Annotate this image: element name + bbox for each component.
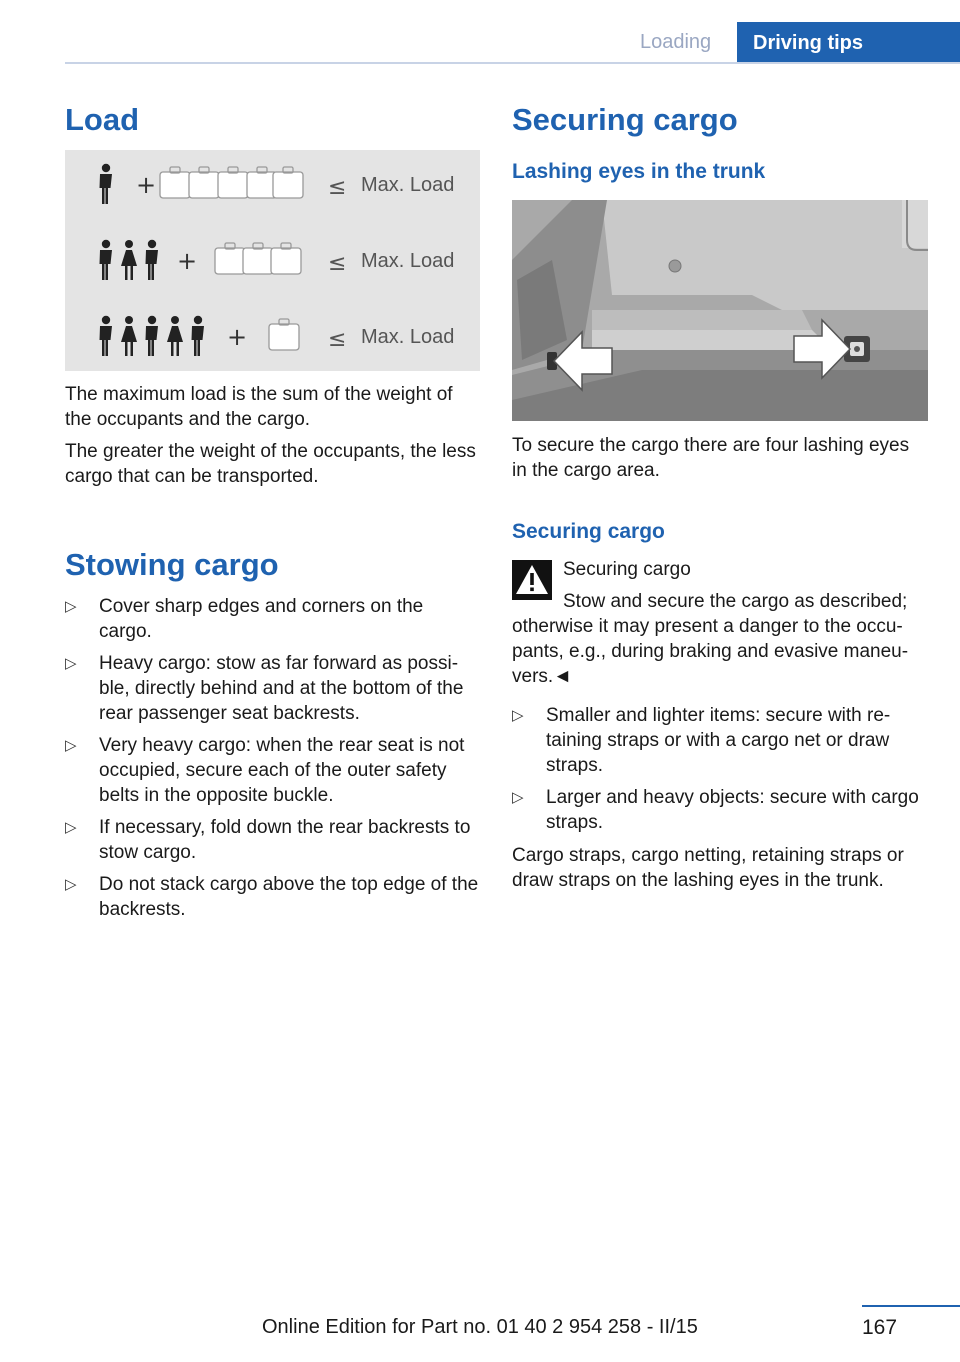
list-item: ▷ Larger and heavy objects: secure with cargo straps. (512, 787, 919, 833)
svg-text:+: + (177, 247, 198, 275)
securing-list (512, 703, 928, 842)
load-heading: Load (65, 102, 140, 137)
list-item: ▷ Very heavy cargo: when the rear seat is not occupied, secure each of the outer safety belts in the opposite buckle. (65, 735, 465, 806)
triangle-right-icon: ▷ (65, 737, 77, 754)
header-section-label: Loading (640, 31, 712, 53)
list-item: ▷ Heavy cargo: stow as far forward as possi‐ble, directly behind and at the bottom of the rear passenger seat backrests. (65, 653, 464, 724)
max-load-label: Max. Load (361, 250, 455, 272)
load-paragraph-1: The maximum load is the sum of the weight of the occupants and the cargo. (65, 384, 453, 430)
list-item: ▷ Smaller and lighter items: secure with re‐taining straps or with a cargo net or draw straps. (512, 705, 891, 776)
triangle-right-icon: ▷ (512, 789, 524, 806)
person-icon (100, 240, 159, 280)
triangle-right-icon: ▷ (65, 655, 77, 672)
load-row-1 (100, 164, 455, 204)
lashing-paragraph: To secure the cargo there are four lashing eyes in the cargo area. (512, 435, 910, 481)
svg-text:+: + (227, 323, 248, 351)
max-load-figure (65, 150, 480, 371)
luggage-icon (160, 167, 303, 198)
svg-text:≤: ≤ (328, 327, 347, 352)
lashing-subheading: Lashing eyes in the trunk (512, 160, 766, 183)
person-icon (100, 164, 113, 204)
page-number: 167 (862, 1316, 898, 1339)
stowing-heading: Stowing cargo (65, 547, 279, 582)
triangle-right-icon: ▷ (512, 707, 524, 724)
list-item: ▷ Do not stack cargo above the top edge of the backrests. (65, 874, 479, 920)
securing-heading: Securing cargo (512, 102, 738, 137)
footer-rule (862, 1305, 960, 1307)
max-load-label: Max. Load (361, 326, 455, 348)
svg-text:+: + (136, 171, 157, 199)
trunk-lashing-eyes-photo (512, 200, 928, 421)
load-paragraph-2: The greater the weight of the occupants, the less cargo that can be transported. (65, 441, 476, 487)
load-row-3 (100, 316, 455, 356)
stowing-list (65, 594, 480, 929)
securing-cargo-subheading: Securing cargo (512, 520, 665, 543)
svg-text:≤: ≤ (328, 251, 347, 276)
footer-edition-text: Online Edition for Part no. 01 40 2 954 258 - II/15 (262, 1316, 698, 1338)
list-item: ▷ If necessary, fold down the rear backrests to stow cargo. (65, 817, 471, 863)
luggage-icon (269, 319, 299, 350)
closing-paragraph: Cargo straps, cargo netting, retaining straps or draw straps on the lashing eyes in the trunk. (512, 845, 904, 891)
warning-text: Stow and secure the cargo as described; otherwise it may present a danger to the occu‐pants, e.g., during braking and evasive maneu‐vers.◄ (512, 591, 909, 687)
triangle-right-icon: ▷ (65, 598, 77, 615)
warning-heading: Securing cargo (563, 559, 691, 580)
load-row-2 (100, 240, 455, 280)
triangle-right-icon: ▷ (65, 819, 77, 836)
list-item: ▷ Cover sharp edges and corners on the cargo. (65, 596, 424, 642)
luggage-icon (215, 243, 301, 274)
header-rule (65, 62, 960, 64)
header-chapter-tab: Driving tips (737, 22, 960, 62)
triangle-right-icon: ▷ (65, 876, 77, 893)
max-load-label: Max. Load (361, 174, 455, 196)
svg-text:≤: ≤ (328, 175, 347, 200)
person-icon (100, 316, 205, 356)
